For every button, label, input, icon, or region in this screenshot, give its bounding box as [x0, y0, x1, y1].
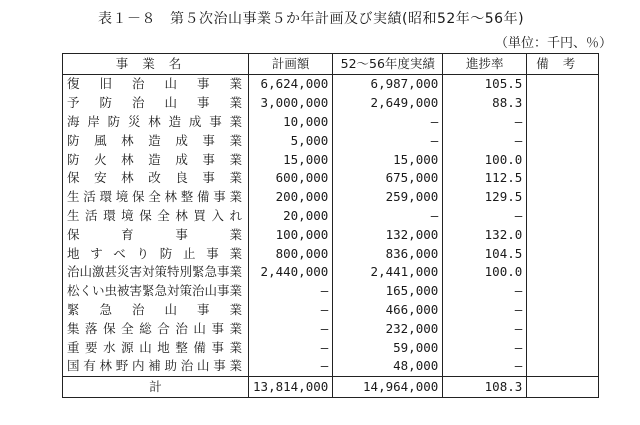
- row-name: 緊急治山事業: [63, 301, 249, 320]
- row-progress: —: [443, 338, 527, 357]
- row-plan: —: [249, 319, 333, 338]
- table-row: [63, 301, 599, 320]
- row-name: 防火林造成事業: [63, 150, 249, 169]
- row-plan: —: [249, 338, 333, 357]
- total-actual: 14,964,000: [333, 376, 443, 397]
- row-progress: —: [443, 282, 527, 301]
- row-note: [527, 188, 599, 207]
- table-row: [63, 131, 599, 150]
- row-note: [527, 338, 599, 357]
- row-note: [527, 244, 599, 263]
- table-row: [63, 94, 599, 113]
- row-name: 保安林改良事業: [63, 169, 249, 188]
- row-actual: 132,000: [333, 225, 443, 244]
- row-progress: —: [443, 319, 527, 338]
- header-note: 備考: [527, 54, 599, 75]
- row-actual: 466,000: [333, 301, 443, 320]
- row-note: [527, 94, 599, 113]
- total-plan: 13,814,000: [249, 376, 333, 397]
- row-progress: 129.5: [443, 188, 527, 207]
- row-actual: 6,987,000: [333, 75, 443, 94]
- plan-results-table: [62, 53, 599, 398]
- row-actual: —: [333, 131, 443, 150]
- table-row: [63, 75, 599, 94]
- total-note: [527, 376, 599, 397]
- table-row: [63, 357, 599, 376]
- unit-note: （単位：千円、％）: [494, 36, 612, 51]
- row-plan: 10,000: [249, 113, 333, 132]
- table-row: [63, 338, 599, 357]
- row-actual: 675,000: [333, 169, 443, 188]
- total-row: [63, 376, 599, 397]
- row-note: [527, 301, 599, 320]
- header-plan: 計画額: [249, 54, 333, 75]
- table-row: [63, 225, 599, 244]
- row-progress: —: [443, 131, 527, 150]
- row-progress: —: [443, 113, 527, 132]
- row-actual: 15,000: [333, 150, 443, 169]
- row-plan: —: [249, 301, 333, 320]
- row-name: 海岸防災林造成事業: [63, 113, 249, 132]
- row-name: 松くい虫被害緊急対策治山事業: [63, 282, 249, 301]
- table-body: [63, 75, 599, 377]
- row-plan: —: [249, 282, 333, 301]
- row-plan: 100,000: [249, 225, 333, 244]
- row-plan: 15,000: [249, 150, 333, 169]
- row-plan: 800,000: [249, 244, 333, 263]
- row-progress: 112.5: [443, 169, 527, 188]
- row-plan: 2,440,000: [249, 263, 333, 282]
- row-actual: 232,000: [333, 319, 443, 338]
- header-actual: 52～56年度実績: [333, 54, 443, 75]
- row-actual: 2,441,000: [333, 263, 443, 282]
- row-note: [527, 263, 599, 282]
- row-progress: 100.0: [443, 263, 527, 282]
- row-progress: 104.5: [443, 244, 527, 263]
- row-name: 予防治山事業: [63, 94, 249, 113]
- row-progress: —: [443, 301, 527, 320]
- row-progress: 100.0: [443, 150, 527, 169]
- row-note: [527, 113, 599, 132]
- row-note: [527, 169, 599, 188]
- row-actual: 59,000: [333, 338, 443, 357]
- row-name: 生活環境保全林買入れ: [63, 207, 249, 226]
- row-note: [527, 207, 599, 226]
- row-note: [527, 131, 599, 150]
- row-progress: —: [443, 357, 527, 376]
- row-name: 生活環境保全林整備事業: [63, 188, 249, 207]
- table-row: [63, 207, 599, 226]
- table-row: [63, 169, 599, 188]
- row-note: [527, 319, 599, 338]
- row-plan: 3,000,000: [249, 94, 333, 113]
- table-title-text: 第５次治山事業５か年計画及び実績(昭和52年～56年): [170, 11, 525, 27]
- table-row: [63, 263, 599, 282]
- row-actual: 259,000: [333, 188, 443, 207]
- table-row: [63, 150, 599, 169]
- row-progress: 132.0: [443, 225, 527, 244]
- row-actual: 836,000: [333, 244, 443, 263]
- table-title: [98, 8, 618, 28]
- row-name: 復旧治山事業: [63, 75, 249, 94]
- row-note: [527, 357, 599, 376]
- row-name: 治山激甚災害対策特別緊急事業: [63, 263, 249, 282]
- row-progress: 105.5: [443, 75, 527, 94]
- row-plan: 6,624,000: [249, 75, 333, 94]
- total-progress: 108.3: [443, 376, 527, 397]
- row-actual: 2,649,000: [333, 94, 443, 113]
- row-actual: —: [333, 113, 443, 132]
- row-actual: 165,000: [333, 282, 443, 301]
- row-name: 防風林造成事業: [63, 131, 249, 150]
- row-name: 重要水源山地整備事業: [63, 338, 249, 357]
- row-note: [527, 282, 599, 301]
- table-row: [63, 282, 599, 301]
- header-row: [63, 54, 599, 75]
- row-plan: 200,000: [249, 188, 333, 207]
- row-name: 保育事業: [63, 225, 249, 244]
- row-note: [527, 75, 599, 94]
- table-number: 表１－８: [98, 11, 156, 27]
- row-actual: —: [333, 207, 443, 226]
- row-note: [527, 150, 599, 169]
- row-name: 国有林野内補助治山事業: [63, 357, 249, 376]
- row-progress: —: [443, 207, 527, 226]
- header-name: 事業名: [63, 54, 249, 75]
- row-actual: 48,000: [333, 357, 443, 376]
- table-row: [63, 244, 599, 263]
- row-plan: 600,000: [249, 169, 333, 188]
- row-name: 地すべり防止事業: [63, 244, 249, 263]
- header-progress: 進捗率: [443, 54, 527, 75]
- table-row: [63, 113, 599, 132]
- table-row: [63, 319, 599, 338]
- table-row: [63, 188, 599, 207]
- row-plan: —: [249, 357, 333, 376]
- row-progress: 88.3: [443, 94, 527, 113]
- row-plan: 20,000: [249, 207, 333, 226]
- row-name: 集落保全総合治山事業: [63, 319, 249, 338]
- total-label: 計: [63, 376, 249, 397]
- row-note: [527, 225, 599, 244]
- row-plan: 5,000: [249, 131, 333, 150]
